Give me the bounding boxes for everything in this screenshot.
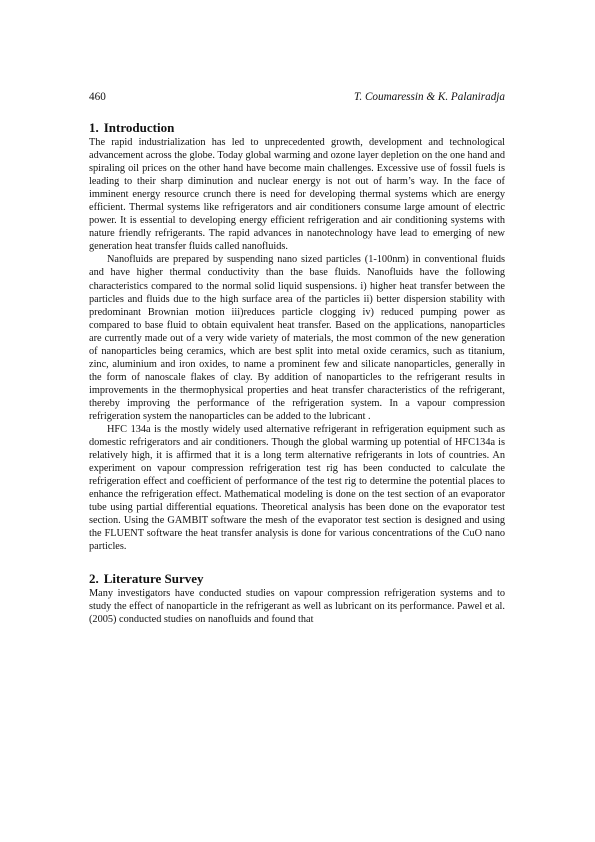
section-literature-survey bbox=[89, 571, 505, 626]
paragraph: Nanofluids are prepared by suspending nano sized particles (1-100nm) in conventional fluids and have higher thermal conductivity than the base fluids. Nanofluids have the following characteristics compared to the normal solid liquid suspensions. i) higher heat transfer between the particles and fluids due to the high surface area of the particles ii) better dispersion stability with predominant Brownian motion iii)reduces particle clogging iv) reduced pumping power as compared to base fluid to obtain equivalent heat transfer. Based on the applications, nanoparticles are currently made out of a very wide variety of materials, the most common of the new generation of nanoparticles being ceramics, which are best split into metal oxide ceramics, such as titanium, zinc, aluminium and iron oxides, to name a prominent few and silicate nanoparticles, generally in the form of nanoscale flakes of clay. By addition of nanoparticles to the refrigerant results in improvements in the thermophysical properties and heat transfer characteristics of the refrigerant, thereby improving the performance of the refrigeration system. In a vapour compression refrigeration system the nanoparticles can be added to the lubricant . bbox=[89, 254, 505, 422]
document-page bbox=[89, 90, 505, 626]
running-header-authors: T. Coumaressin & K. Palaniradja bbox=[353, 91, 505, 103]
section-heading bbox=[89, 571, 505, 587]
section-title: Introduction bbox=[103, 120, 175, 135]
paragraph: Many investigators have conducted studies on vapour compression refrigeration systems and to study the effect of nanoparticle in the refrigerant as well as lubricant on its performance. Pawel et al. (2005) conducted studies on nanofluids and found that bbox=[89, 587, 505, 625]
section-introduction bbox=[89, 120, 505, 554]
section-number: 2. bbox=[89, 570, 99, 586]
section-number: 1. bbox=[89, 120, 99, 135]
section-heading bbox=[89, 120, 505, 136]
page-number: 460 bbox=[89, 91, 106, 103]
paragraph: The rapid industrialization has led to unprecedented growth, development and technological advancement across the globe. Today global warming and ozone layer depletion on the one hand and spiraling oil prices on the other hand have become main challenges. Excessive use of fossil fuels is leading to their sharp diminution and nuclear energy is not out of harm’s way. In the face of imminent energy resource crunch there is need for developing thermal systems which are energy efficient. Thermal systems like refrigerators and air conditioners consume large amount of electric power. It is essential to developing energy efficient refrigeration and air conditioning systems with nature friendly refrigerants. The rapid advances in nanotechnology have lead to emerging of new generation heat transfer fluids called nanofluids. bbox=[89, 137, 505, 253]
running-header bbox=[89, 90, 505, 104]
paragraph: HFC 134a is the mostly widely used alternative refrigerant in refrigeration equipment such as domestic refrigerators and air conditioners. Though the global warming up potential of HFC134a is relatively high, it is affirmed that it is a long term alternative refrigerants in lots of countries. An experiment on vapour compression refrigeration test rig has been conducted to calculate the refrigeration effect and coefficient of performance of the test rig to determine the potential places to enhance the refrigeration effect. Mathematical modeling is done on the test section of an evaporator tube using partial differential equations. Theoretical analysis has been done on the evaporator test section. Using the GAMBIT software the mesh of the evaporator test section is designed and using the FLUENT software the heat transfer analysis is done for various concentrations of the CuO nano particles. bbox=[89, 424, 505, 553]
section-title: Literature Survey bbox=[103, 570, 204, 586]
